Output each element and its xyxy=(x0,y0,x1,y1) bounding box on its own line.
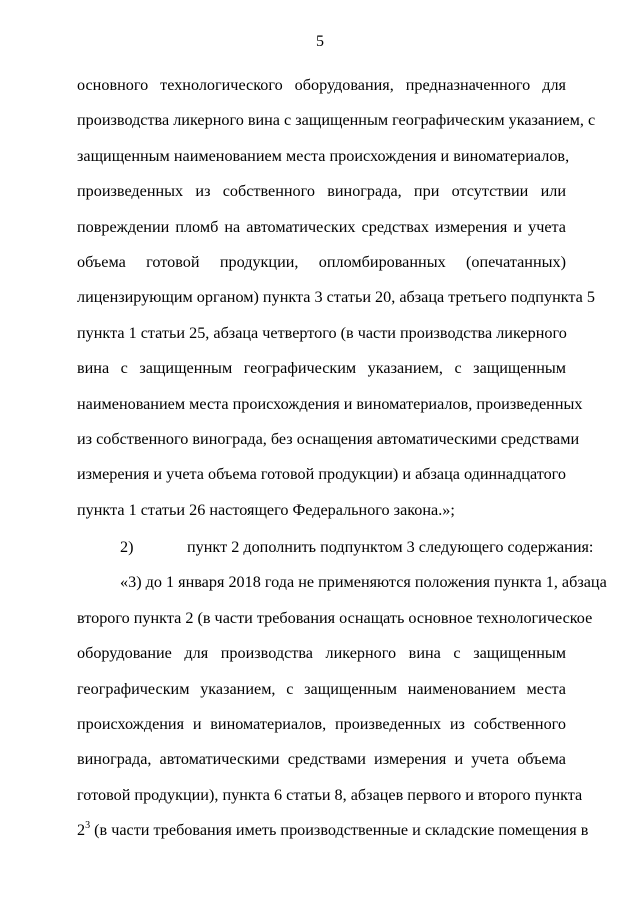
text-line: наименованием места происхождения и виноматериалов, произведенных xyxy=(77,394,583,413)
line-remainder: (в части требования иметь производственные и складские помещения в xyxy=(90,821,589,840)
text-line: географическим указанием, с защищенным наименованием места xyxy=(77,679,566,698)
text-line: защищенным наименованием места происхождения и виноматериалов, xyxy=(77,146,570,165)
text-line: второго пункта 2 (в части требования оснащать основное технологическое xyxy=(77,608,593,627)
text-line: пункта 1 статьи 25, абзаца четвертого (в части производства ликерного xyxy=(77,323,567,342)
text-line: объема готовой продукции, опломбированных (опечатанных) xyxy=(77,252,566,271)
text-line: оборудование для производства ликерного вина с защищенным xyxy=(77,644,566,663)
text-line: винограда, автоматическими средствами измерения и учета объема xyxy=(77,750,566,769)
list-item-text: пункт 2 дополнить подпунктом 3 следующего содержания: xyxy=(187,538,594,557)
text-line: измерения и учета объема готовой продукции) и абзаца одиннадцатого xyxy=(77,465,566,484)
paragraph-quoted-subpoint xyxy=(77,565,607,848)
document-body xyxy=(77,68,607,849)
text-line: пункта 1 статьи 26 настоящего Федерального закона.»; xyxy=(77,500,455,519)
superscript: 3 xyxy=(85,820,91,832)
text-line: основного технологического оборудования, предназначенного для xyxy=(77,76,566,94)
item-reference: 2 xyxy=(77,821,86,840)
text-line-with-superscript xyxy=(77,813,589,848)
list-item-2 xyxy=(77,530,594,565)
text-line: вина с защищенным географическим указанием, с защищенным xyxy=(77,359,566,378)
paragraph-continuation xyxy=(77,68,596,528)
text-line: готовой продукции), пункта 6 статьи 8, абзацев первого и второго пункта xyxy=(77,785,583,804)
page-number: 5 xyxy=(316,33,324,50)
list-item-number: 2) xyxy=(120,538,134,557)
text-line: произведенных из собственного винограда, при отсутствии или xyxy=(77,182,566,201)
text-line: производства ликерного вина с защищенным географическим указанием, с xyxy=(77,111,596,130)
text-line: «3) до 1 января 2018 года не применяются положения пункта 1, абзаца xyxy=(120,573,607,592)
text-line: лицензирующим органом) пункта 3 статьи 20, абзаца третьего подпункта 5 xyxy=(77,288,595,307)
text-line: повреждении пломб на автоматических средствах измерения и учета xyxy=(77,217,566,236)
text-line: из собственного винограда, без оснащения автоматическими средствами xyxy=(77,429,580,448)
text-line: происхождения и виноматериалов, произведенных из собственного xyxy=(77,715,566,734)
